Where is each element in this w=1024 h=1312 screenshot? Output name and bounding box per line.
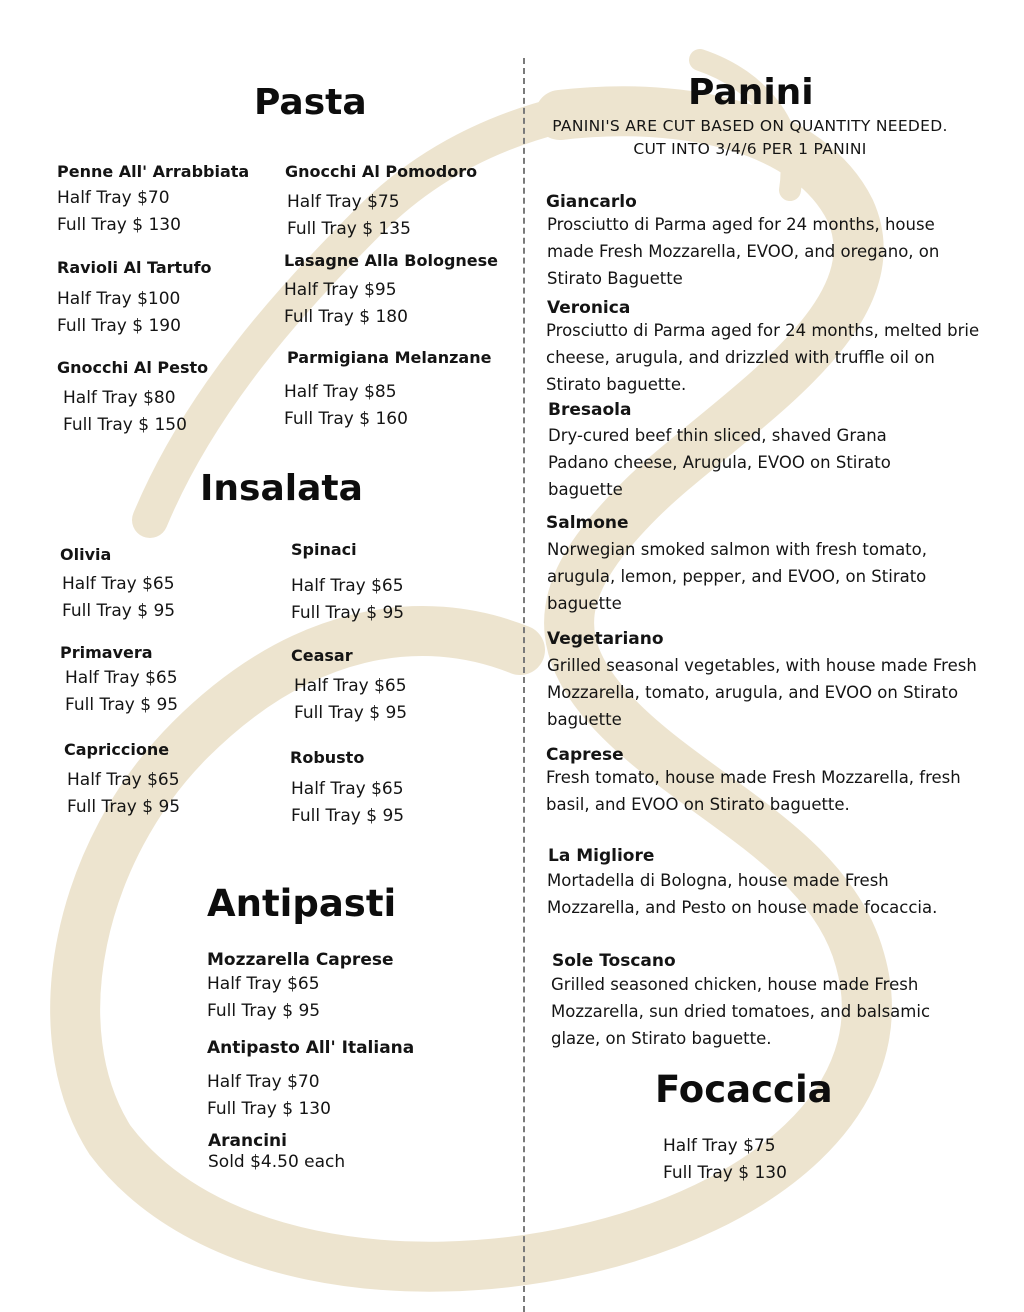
half-tray-price: Half Tray $65	[62, 574, 175, 594]
panini-description: Prosciutto di Parma aged for 24 months, house made Fresh Mozzarella, EVOO, and oregano, on Stirato Baguette	[547, 215, 940, 288]
menu-item-name: Primavera	[60, 643, 153, 662]
menu-item-prices	[291, 776, 404, 830]
half-tray-price: Half Tray $80	[63, 388, 176, 408]
antipasti-heading: Antipasti	[207, 882, 397, 925]
full-tray-price: Full Tray $ 160	[284, 409, 408, 429]
menu-item-prices	[284, 379, 408, 433]
menu-item-name: Parmigiana Melanzane	[287, 348, 492, 367]
half-tray-price: Half Tray $70	[57, 188, 170, 208]
half-tray-price: Half Tray $75	[663, 1136, 776, 1156]
menu-item-prices	[291, 573, 404, 627]
panini-name: La Migliore	[548, 846, 655, 866]
menu-item-name: Antipasto All' Italiana	[207, 1038, 415, 1058]
panini-name: Veronica	[547, 298, 631, 318]
panini-description: Grilled seasonal vegetables, with house made Fresh Mozzarella, tomato, arugula, and EVOO on Stirato baguette	[547, 656, 977, 729]
menu-item-prices	[62, 571, 175, 625]
full-tray-price: Full Tray $ 95	[67, 797, 181, 817]
panini-description: Mortadella di Bologna, house made Fresh Mozzarella, and Pesto on house made focaccia.	[547, 871, 938, 917]
half-tray-price: Half Tray $100	[57, 289, 181, 309]
menu-item-prices	[57, 185, 181, 239]
full-tray-price: Full Tray $ 130	[663, 1163, 787, 1183]
half-tray-price: Half Tray $75	[287, 192, 400, 212]
menu-item-name: Gnocchi Al Pomodoro	[285, 162, 478, 181]
pasta-heading: Pasta	[254, 82, 367, 123]
menu-item-name: Gnocchi Al Pesto	[57, 358, 209, 377]
full-tray-price: Full Tray $ 95	[65, 695, 179, 715]
menu-item-name: Capriccione	[64, 740, 170, 759]
menu-item-prices	[63, 385, 187, 439]
panini-name: Giancarlo	[546, 192, 637, 212]
menu-item-prices	[67, 767, 180, 821]
insalata-heading: Insalata	[200, 468, 363, 509]
menu-item-prices	[287, 189, 411, 243]
full-tray-price: Full Tray $ 95	[207, 1001, 321, 1021]
half-tray-price: Half Tray $65	[291, 779, 404, 799]
menu-item-name: Arancini	[208, 1131, 287, 1151]
full-tray-price: Full Tray $ 190	[57, 316, 181, 336]
menu-item-prices	[57, 286, 181, 340]
panini-description: Prosciutto di Parma aged for 24 months, melted brie cheese, arugula, and drizzled with truffle oil on Stirato baguette.	[546, 321, 980, 394]
menu-item-prices	[284, 277, 408, 331]
panini-description: Grilled seasoned chicken, house made Fresh Mozzarella, sun dried tomatoes, and balsamic glaze, on Stirato baguette.	[551, 975, 931, 1048]
full-tray-price: Full Tray $ 135	[287, 219, 411, 239]
half-tray-price: Half Tray $65	[291, 576, 404, 596]
half-tray-price: Half Tray $85	[284, 382, 397, 402]
full-tray-price: Full Tray $ 95	[62, 601, 176, 621]
full-tray-price: Full Tray $ 95	[291, 806, 405, 826]
menu-item-name: Lasagne Alla Bolognese	[284, 251, 499, 270]
menu-item-name: Ravioli Al Tartufo	[57, 258, 212, 277]
menu-item-prices	[207, 1069, 331, 1123]
panini-description: Dry-cured beef thin sliced, shaved Grana Padano cheese, Arugula, EVOO on Stirato baguette	[548, 426, 891, 499]
panini-name: Caprese	[546, 745, 624, 765]
half-tray-price: Half Tray $65	[65, 668, 178, 688]
half-tray-price: Half Tray $65	[294, 676, 407, 696]
menu-item-price: Sold $4.50 each	[208, 1152, 346, 1172]
full-tray-price: Full Tray $ 180	[284, 307, 408, 327]
full-tray-price: Full Tray $ 130	[57, 215, 181, 235]
full-tray-price: Full Tray $ 130	[207, 1099, 331, 1119]
half-tray-price: Half Tray $65	[67, 770, 180, 790]
menu-item-name: Spinaci	[291, 540, 357, 559]
half-tray-price: Half Tray $65	[207, 974, 320, 994]
full-tray-price: Full Tray $ 95	[294, 703, 408, 723]
menu-item-name: Olivia	[60, 545, 112, 564]
panini-name: Vegetariano	[547, 629, 664, 649]
panini-name: Salmone	[546, 513, 629, 533]
focaccia-heading: Focaccia	[655, 1068, 833, 1111]
half-tray-price: Half Tray $70	[207, 1072, 320, 1092]
full-tray-price: Full Tray $ 150	[63, 415, 187, 435]
menu-item-name: Mozzarella Caprese	[207, 950, 394, 970]
full-tray-price: Full Tray $ 95	[291, 603, 405, 623]
panini-description: Norwegian smoked salmon with fresh tomato, arugula, lemon, pepper, and EVOO, on Stirato baguette	[547, 540, 927, 613]
menu-item-name: Robusto	[290, 748, 365, 767]
menu-item-prices	[65, 665, 178, 719]
half-tray-price: Half Tray $95	[284, 280, 397, 300]
panini-heading: Panini	[688, 72, 814, 113]
panini-cut-note: PANINI'S ARE CUT BASED ON QUANTITY NEEDED. CUT INTO 3/4/6 PER 1 PANINI	[552, 117, 948, 158]
focaccia-prices	[663, 1133, 787, 1187]
menu-item-prices	[207, 971, 320, 1025]
panini-name: Bresaola	[548, 400, 632, 420]
menu-item-name: Ceasar	[291, 646, 353, 665]
menu-item-name: Penne All' Arrabbiata	[57, 162, 250, 181]
panini-name: Sole Toscano	[552, 951, 676, 971]
menu-item-prices	[294, 673, 407, 727]
panini-description: Fresh tomato, house made Fresh Mozzarella, fresh basil, and EVOO on Stirato baguette.	[546, 768, 961, 814]
column-divider	[523, 58, 525, 1312]
